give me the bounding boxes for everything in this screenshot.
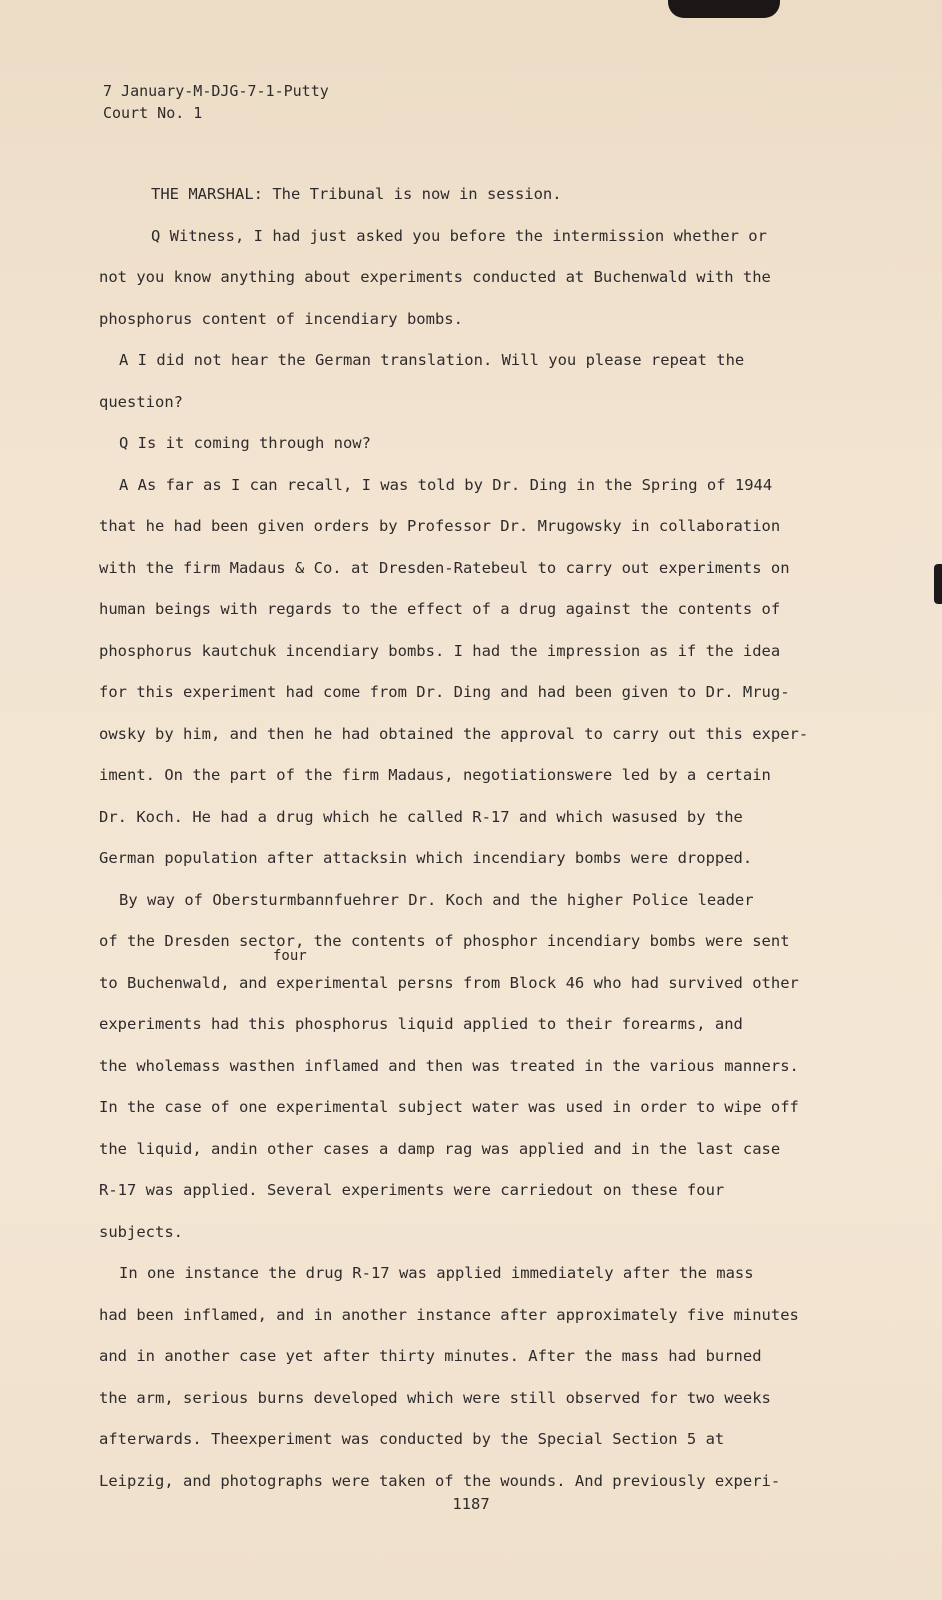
handwritten-insertion: four [273, 947, 307, 964]
transcript-line: had been inflamed, and in another instance after approximately five minutes [99, 1305, 799, 1324]
transcript-line: Leipzig, and photographs were taken of the wounds. And previously experi- [99, 1471, 781, 1490]
transcript-line: human beings with regards to the effect of a drug against the contents of [99, 600, 781, 618]
transcript-line-text: to Buchenwald, and experimental persns from Block 46 who had survived other [99, 973, 799, 992]
transcript-line-with-insertion [99, 947, 889, 1005]
transcript-line: afterwards. Theexperiment was conducted by the Special Section 5 at [99, 1430, 725, 1448]
transcript-line: the wholemass wasthen inflamed and then was treated in the various manners. [99, 1056, 799, 1075]
transcript-line: In the case of one experimental subject water was used in order to wipe off [99, 1098, 799, 1116]
transcript-line: and in another case yet after thirty minutes. After the mass had burned [99, 1347, 762, 1365]
transcript-line: the liquid, andin other cases a damp rag was applied and in the last case [99, 1139, 781, 1158]
header-reference: 7 January-M-DJG-7-1-Putty [103, 82, 329, 100]
transcript-line: that he had been given orders by Professor Dr. Mrugowsky in collaboration [99, 517, 781, 535]
binder-tab [668, 0, 780, 18]
transcript-line: question? [99, 392, 183, 411]
transcript-line: owsky by him, and then he had obtained the approval to carry out this exper- [99, 724, 809, 743]
transcript-line: R-17 was applied. Several experiments were carriedout on these four [99, 1181, 725, 1199]
header-court: Court No. 1 [103, 104, 203, 122]
transcript-line: phosphorus content of incendiary bombs. [99, 309, 463, 328]
transcript-line: Q Witness, I had just asked you before the intermission whether or [151, 226, 767, 245]
transcript-line: THE MARSHAL: The Tribunal is now in session. [151, 185, 562, 203]
document-header [103, 80, 329, 124]
transcript-line: By way of Obersturmbannfuehrer Dr. Koch and the higher Police leader [119, 890, 754, 909]
edge-mark [934, 564, 942, 604]
transcript-line: subjects. [99, 1222, 183, 1241]
transcript-line: of the Dresden sector, the contents of phosphor incendiary bombs were sent [99, 932, 790, 950]
transcript-line: Dr. Koch. He had a drug which he called R-17 and which wasused by the [99, 807, 743, 826]
transcript-line: German population after attacksin which incendiary bombs were dropped. [99, 849, 753, 867]
transcript-line: not you know anything about experiments conducted at Buchenwald with the [99, 268, 771, 286]
transcript-line: Q Is it coming through now? [119, 434, 371, 452]
page-number: 1187 [452, 1495, 490, 1513]
transcript-line: for this experiment had come from Dr. Ding and had been given to Dr. Mrug- [99, 683, 790, 701]
transcript-line: the arm, serious burns developed which were still observed for two weeks [99, 1388, 771, 1407]
transcript-line: A As far as I can recall, I was told by Dr. Ding in the Spring of 1944 [119, 475, 773, 494]
transcript-line: A I did not hear the German translation. Will you please repeat the [119, 351, 745, 369]
transcript-line: with the firm Madaus & Co. at Dresden-Ratebeul to carry out experiments on [99, 558, 790, 577]
transcript-line: iment. On the part of the firm Madaus, negotiationswere led by a certain [99, 766, 771, 784]
transcript-body [99, 174, 889, 1502]
transcript-line: In one instance the drug R-17 was applied immediately after the mass [119, 1264, 754, 1282]
transcript-line: experiments had this phosphorus liquid applied to their forearms, and [99, 1015, 743, 1033]
transcript-line: phosphorus kautchuk incendiary bombs. I had the impression as if the idea [99, 641, 781, 660]
